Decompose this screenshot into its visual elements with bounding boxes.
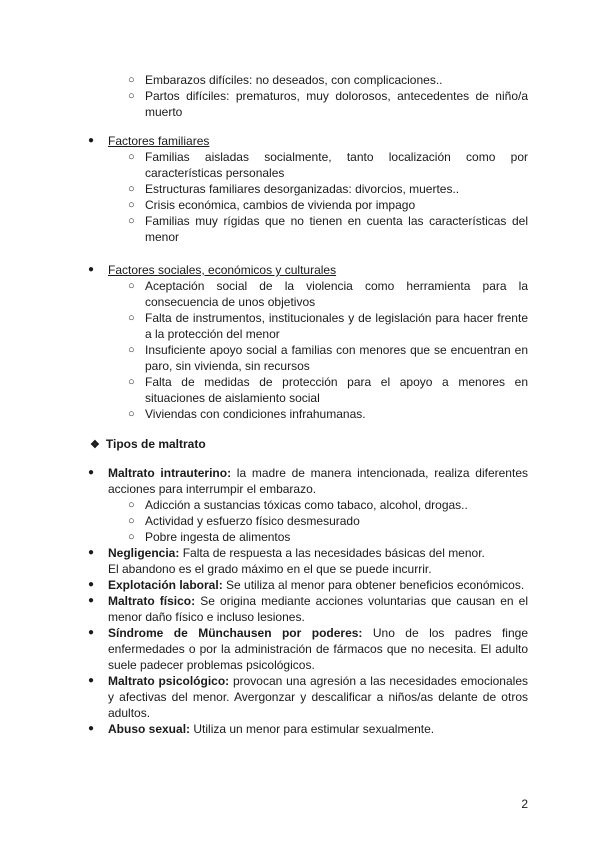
list-item: ○ Falta de instrumentos, institucionales y de legislación para hacer frente a la protección del menor xyxy=(128,311,528,341)
circle-bullet-icon: ○ xyxy=(128,74,135,86)
list-item-intrauterino: ● Maltrato intrauterino: la madre de manera intencionada, realiza diferentes acciones para interrumpir el embarazo. xyxy=(88,466,528,496)
disc-bullet-icon: ● xyxy=(88,547,95,558)
disc-bullet-icon: ● xyxy=(88,595,95,606)
disc-bullet-icon: ● xyxy=(88,135,95,146)
disc-bullet-icon: ● xyxy=(88,264,95,275)
tipos-list xyxy=(0,465,600,737)
list-item-abuso: ● Abuso sexual: Utiliza un menor para estimular sexualmente. xyxy=(88,722,435,736)
list-item: ○ Crisis económica, cambios de vivienda por impago xyxy=(128,198,416,212)
disc-bullet-icon: ● xyxy=(88,723,95,734)
list-item: ○ Embarazos difíciles: no deseados, con complicaciones.. xyxy=(128,73,443,87)
section-factores-familiares xyxy=(0,133,600,245)
circle-bullet-icon: ○ xyxy=(128,215,135,227)
circle-bullet-icon: ○ xyxy=(128,344,135,356)
list-item: ○ Adicción a sustancias tóxicas como tabaco, alcohol, drogas.. xyxy=(128,498,468,512)
list-item: ○ Aceptación social de la violencia como herramienta para la consecuencia de unos objetivos xyxy=(128,279,528,309)
list-item: ○ Falta de medidas de protección para el apoyo a menores en situaciones de aislamiento social xyxy=(128,375,528,405)
circle-bullet-icon: ○ xyxy=(128,376,135,388)
circle-bullet-icon: ○ xyxy=(128,151,135,163)
page-number: 2 xyxy=(521,797,528,811)
list-item-munchausen: ● Síndrome de Münchausen por poderes: Uno de los padres finge enfermedades o por la administración de fármacos que no necesita. El adulto suele padecer problemas psicológicos. xyxy=(88,626,528,672)
list-item-negligencia: ● Negligencia: Falta de respuesta a las necesidades básicas del menor. xyxy=(88,546,485,560)
disc-bullet-icon: ● xyxy=(88,627,95,638)
list-item-fisico: ● Maltrato físico: Se origina mediante acciones voluntarias que causan en el menor daño físico e incluso lesiones. xyxy=(88,594,528,624)
section-title: ● Factores sociales, económicos y culturales xyxy=(88,263,337,277)
circle-bullet-icon: ○ xyxy=(128,312,135,324)
list-item: ○ Familias aisladas socialmente, tanto localización como por características personales xyxy=(128,150,528,180)
list-item: ○ Actividad y esfuerzo físico desmesurado xyxy=(128,514,360,528)
circle-bullet-icon: ○ xyxy=(128,199,135,211)
list-item: ○ Pobre ingesta de alimentos xyxy=(128,530,291,544)
list-item: ○ Familias muy rígidas que no tienen en cuenta las características del menor xyxy=(128,214,528,244)
circle-bullet-icon: ○ xyxy=(128,531,135,543)
heading-tipos-maltrato: ❖ Tipos de maltrato xyxy=(90,437,206,451)
circle-bullet-icon: ○ xyxy=(128,408,135,420)
section-title: ● Factores familiares xyxy=(88,134,210,148)
section-factores-sociales xyxy=(0,262,600,422)
list-item: ○ Viviendas con condiciones infrahumanas. xyxy=(128,407,366,421)
diamond-bullet-icon: ❖ xyxy=(90,439,100,451)
circle-bullet-icon: ○ xyxy=(128,515,135,527)
circle-bullet-icon: ○ xyxy=(128,499,135,511)
sublist-embarazo xyxy=(0,72,600,120)
list-item-psicologico: ● Maltrato psicológico: provocan una agresión a las necesidades emocionales y afectivas del menor. Avergonzar y descalificar a niños/as delante de otros adultos. xyxy=(88,674,528,720)
negligencia-continuation: El abandono es el grado máximo en el que se puede incurrir. xyxy=(108,562,432,576)
disc-bullet-icon: ● xyxy=(88,467,95,478)
circle-bullet-icon: ○ xyxy=(128,90,135,102)
disc-bullet-icon: ● xyxy=(88,579,95,590)
disc-bullet-icon: ● xyxy=(88,675,95,686)
circle-bullet-icon: ○ xyxy=(128,183,135,195)
list-item: ○ Estructuras familiares desorganizadas: divorcios, muertes.. xyxy=(128,182,460,196)
circle-bullet-icon: ○ xyxy=(128,280,135,292)
list-item-explotacion: ● Explotación laboral: Se utiliza al menor para obtener beneficios económicos. xyxy=(88,578,525,592)
list-item: ○ Partos difíciles: prematuros, muy dolorosos, antecedentes de niño/a muerto xyxy=(128,89,528,119)
list-item: ○ Insuficiente apoyo social a familias con menores que se encuentran en paro, sin vivienda, sin recursos xyxy=(128,343,528,373)
